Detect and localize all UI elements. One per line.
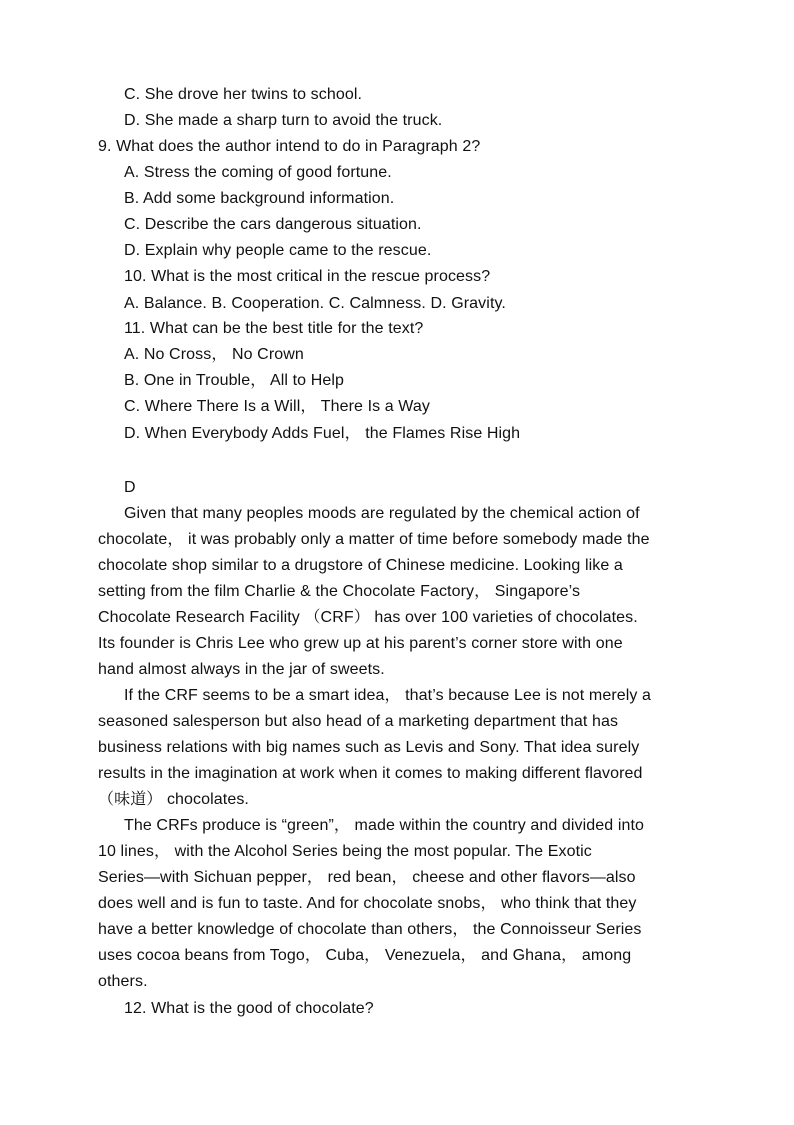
option-9c: C. Describe the cars dangerous situation. [124, 216, 422, 233]
passage-line: chocolate shop similar to a drugstore of Chinese medicine. Looking like a [98, 557, 623, 574]
question-10: 10. What is the most critical in the rescue process? [124, 268, 491, 285]
passage-line: The CRFs produce is “green”， made within the country and divided into [124, 817, 645, 834]
option-11d: D. When Everybody Adds Fuel， the Flames Rise High [124, 425, 521, 442]
section-label: D [124, 479, 136, 496]
question-12: 12. What is the good of chocolate? [124, 1000, 374, 1017]
question-9: 9. What does the author intend to do in Paragraph 2? [98, 138, 481, 155]
passage-line: setting from the film Charlie & the Chocolate Factory， Singapore’s [98, 583, 581, 600]
option-9b: B. Add some background information. [124, 190, 395, 207]
question-11: 11. What can be the best title for the text? [124, 320, 424, 337]
passage-line: seasoned salesperson but also head of a marketing department that has [98, 713, 619, 730]
passage-line: does well and is fun to taste. And for chocolate snobs， who think that they [98, 895, 637, 912]
option-8c: C. She drove her twins to school. [124, 86, 363, 103]
option-8d: D. She made a sharp turn to avoid the truck. [124, 112, 443, 129]
options-10: A. Balance. B. Cooperation. C. Calmness. D. Gravity. [124, 295, 506, 312]
option-9a: A. Stress the coming of good fortune. [124, 164, 392, 181]
passage-line: chocolate， it was probably only a matter of time before somebody made the [98, 531, 650, 548]
passage-line: Chocolate Research Facility （CRF） has over 100 varieties of chocolates. [98, 609, 638, 626]
passage-line: others. [98, 973, 148, 990]
passage-line: uses cocoa beans from Togo， Cuba， Venezuela， and Ghana， among [98, 947, 632, 964]
passage-line: have a better knowledge of chocolate than others， the Connoisseur Series [98, 921, 642, 938]
passage-line: Given that many peoples moods are regulated by the chemical action of [124, 505, 640, 522]
option-11c: C. Where There Is a Will， There Is a Way [124, 398, 431, 415]
option-11b: B. One in Trouble， All to Help [124, 372, 344, 389]
option-9d: D. Explain why people came to the rescue. [124, 242, 432, 259]
passage-line: （味道） chocolates. [98, 791, 249, 808]
passage-line: 10 lines， with the Alcohol Series being the most popular. The Exotic [98, 843, 592, 860]
passage-line: Its founder is Chris Lee who grew up at his parent’s corner store with one [98, 635, 623, 652]
passage-line: Series—with Sichuan pepper， red bean， cheese and other flavors—also [98, 869, 636, 886]
passage-line: hand almost always in the jar of sweets. [98, 661, 385, 678]
option-11a: A. No Cross， No Crown [124, 346, 304, 363]
passage-line: business relations with big names such as Levis and Sony. That idea surely [98, 739, 640, 756]
passage-line: If the CRF seems to be a smart idea， that’s because Lee is not merely a [124, 687, 652, 704]
passage-line: results in the imagination at work when it comes to making different flavored [98, 765, 643, 782]
